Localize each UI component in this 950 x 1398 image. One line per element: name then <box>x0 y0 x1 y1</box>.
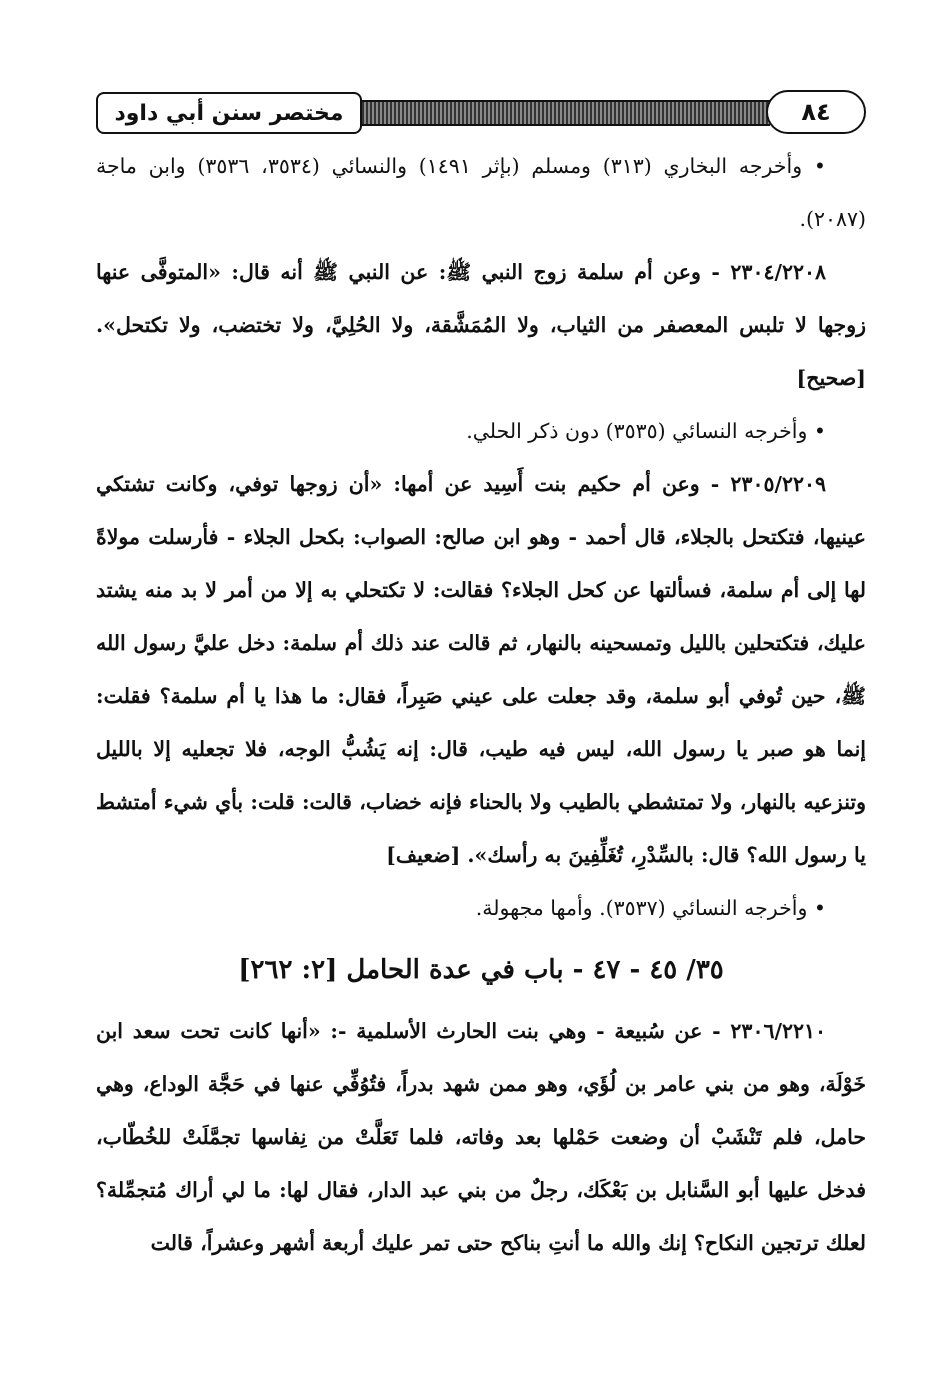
header-decorative-bar <box>358 100 770 126</box>
hadith-2304: ٢٣٠٤/٢٢٠٨ - وعن أم سلمة زوج النبي ﷺ: عن النبي ﷺ أنه قال: «المتوفَّى عنها زوجها لا تلبس المعصفر من الثياب، ولا المُمَشَّقة، ولا الحُلِيَّ، ولا تختضب، ولا تكتحل». [صحيح] <box>96 260 866 390</box>
hadith-2305: ٢٣٠٥/٢٢٠٩ - وعن أم حكيم بنت أَسِيد عن أمها: «أن زوجها توفي، وكانت تشتكي عينيها، فتكتحل بالجلاء، قال أحمد - وهو ابن صالح: الصواب: بكحل الجلاء - فأرسلت مولاةً لها إلى أم سلمة، فسألتها عن كحل الجلاء؟ فقالت: لا تكتحلي به إلا من أمر لا بد منه يشتد عليك، فتكتحلين بالليل وتمسحينه بالنهار، ثم قالت عند ذلك أم سلمة: دخل عليَّ رسول الله ﷺ، حين تُوفي أبو سلمة، وقد جعلت على عيني صَبِراً، فقال: ما هذا يا أم سلمة؟ فقلت: إنما هو صبر يا رسول الله، ليس فيه طيب، قال: إنه يَشُبُّ الوجه، فلا تجعليه إلا بالليل وتنزعيه بالنهار، ولا تمتشطي بالطيب ولا بالحناء فإنه خضاب، قالت: قلت: بأي شيء أمتشط يا رسول الله؟ قال: بالسِّدْرِ، تُغَلِّفِينَ به رأسك». [ضعيف] <box>96 472 866 867</box>
page-header <box>96 90 866 136</box>
paragraph-reference-2: • وأخرجه النسائي (٣٥٣٥) دون ذكر الحلي. <box>466 419 826 443</box>
page-body <box>96 140 866 1270</box>
chapter-heading: ٣٥/ ٤٥ - ٤٧ - باب في عدة الحامل [٢: ٢٦٢] <box>238 955 724 985</box>
page-number: ٨٤ <box>766 90 866 134</box>
book-title: مختصر سنن أبي داود <box>96 92 362 134</box>
paragraph-reference-1: • وأخرجه البخاري (٣١٣) ومسلم (بإثر ١٤٩١) والنسائي (٣٥٣٤، ٣٥٣٦) وابن ماجة (٢٠٨٧). <box>96 154 866 231</box>
paragraph-reference-3: • وأخرجه النسائي (٣٥٣٧). وأمها مجهولة. <box>475 896 826 920</box>
hadith-2306: ٢٣٠٦/٢٢١٠ - عن سُبيعة - وهي بنت الحارث الأسلمية -: «أنها كانت تحت سعد ابن خَوْلَة، وهو من بني عامر بن لُؤَي، وهو ممن شهد بدراً، فتُوُفِّي عنها في حَجَّة الوداع، وهي حامل، فلم تَنْشَبْ أن وضعت حَمْلها بعد وفاته، فلما تَعَلَّتْ من نِفاسها تجمَّلَتْ للخُطّاب، فدخل عليها أبو السَّنابل بن بَعْكَك، رجلٌ من بني عبد الدار، فقال لها: ما لي أراك مُتجمِّلة؟ لعلك ترتجين النكاح؟ إنك والله ما أنتِ بناكح حتى تمر عليك أربعة أشهر وعشراً، قالت <box>96 1019 866 1255</box>
